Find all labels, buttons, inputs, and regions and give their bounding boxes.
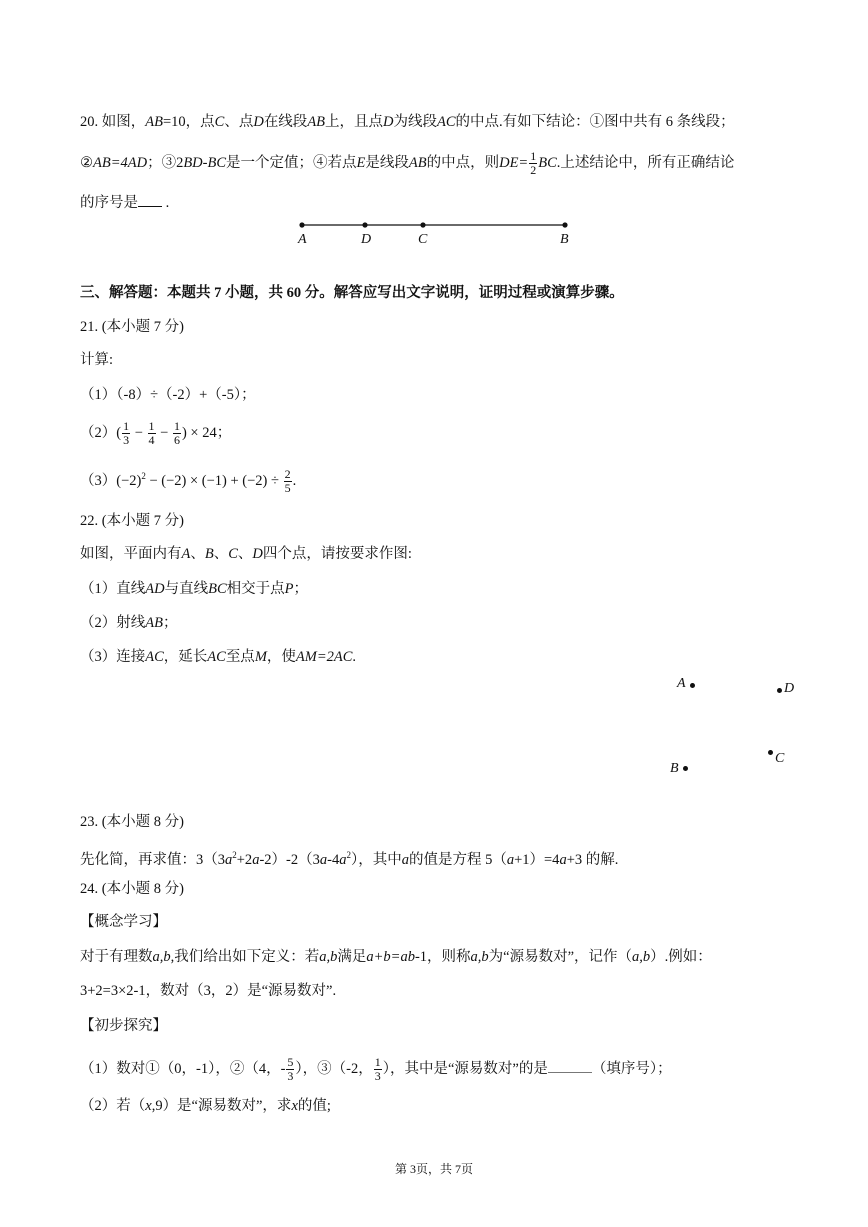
point-label-d: D — [784, 681, 795, 696]
q22-part3: （3）连接AC，延长AC至点M，使AM=2AC. — [80, 649, 357, 665]
q21-prompt: 计算: — [80, 352, 114, 368]
point-label-b: B — [670, 761, 679, 776]
q24-part1: （1）数对①（0，-1），②（4，- $\frac{5}{3}$ ），③（-2， $\frac{1}{3}$ ），其中是“源易数对”的是 （填序号）； — [80, 1055, 672, 1083]
q20-line2: ②AB=4AD；③2BD-BC是一个定值；④若点E是线段AB的中点，则DE= $\frac{1}{2}$ BC.上述结论中，所有正确结论 — [80, 149, 735, 177]
q24-concept-heading: 【概念学习】 — [80, 914, 167, 930]
q23-title: 23. (本小题 8 分) — [80, 814, 184, 830]
section-heading: 三、解答题：本题共 7 小题，共 60 分。解答应写出文字说明，证明过程或演算步骤。 — [80, 285, 624, 301]
point-a — [690, 683, 695, 688]
q22-prompt: 如图，平面内有A、B、C、D四个点，请按要求作图: — [80, 546, 412, 562]
page-footer: 第 3页，共 7页 — [394, 1162, 473, 1176]
q20-line3: 的序号是 . — [80, 192, 169, 212]
q21-part1: （1）（-8）÷（-2）+（-5）； — [80, 387, 256, 403]
q22-part2: （2）射线AB； — [80, 615, 178, 631]
q24-part2: （2）若（x,9）是“源易数对”，求x的值; — [80, 1098, 331, 1114]
label-a: A — [298, 232, 307, 247]
point-label-c: C — [775, 751, 785, 766]
q23-text: 先化简，再求值：$3(3a^2+2a-2)-2(3a-4a^2)$，其中a的值是方程 5（a+1）=4a+3 的解. — [80, 850, 619, 868]
q21-part3: $(3)(-2)^2 - (-2) \times (-1) + (-2)$ ÷ $\frac{2}{5}$ . — [80, 467, 297, 495]
q24-definition: 对于有理数a,b,我们给出如下定义：若a,b满足a+b=ab-1，则称a,b为“源易数对”，记作（a,b）.例如： — [80, 949, 712, 965]
point-d — [777, 688, 782, 693]
point-d-dot — [362, 222, 367, 227]
q20-fraction: $\frac{1}{2}$ — [530, 149, 537, 177]
label-b: B — [560, 232, 569, 247]
segment-figure — [290, 215, 590, 250]
q24-explore-heading: 【初步探究】 — [80, 1018, 167, 1034]
label-c: C — [418, 232, 428, 247]
point-c — [768, 750, 773, 755]
q21-part2: （2）( $\frac{1}{3}$ − $\frac{1}{4}$ − $\frac{1}{6}$ ) × 24； — [80, 419, 232, 447]
point-b-dot — [562, 222, 567, 227]
point-c-dot — [420, 222, 425, 227]
label-d: D — [361, 232, 372, 247]
q22-title: 22. (本小题 7 分) — [80, 513, 184, 529]
answer-blank — [548, 1058, 592, 1073]
answer-blank — [138, 192, 162, 207]
q24-title: 24. (本小题 8 分) — [80, 881, 184, 897]
point-b — [683, 766, 688, 771]
q20-line1: 20. 如图，AB=10，点C、点D在线段AB上，且点D为线段AC的中点.有如下结论：①图中共有 6 条线段； — [80, 114, 735, 130]
q22-part1: （1）直线AD与直线BC相交于点P； — [80, 581, 308, 597]
q24-example: 3+2=3×2-1，数对（3，2）是“源易数对”. — [80, 983, 337, 999]
q21-title: 21. (本小题 7 分) — [80, 319, 184, 335]
point-label-a: A — [677, 676, 686, 691]
point-a-dot — [299, 222, 304, 227]
